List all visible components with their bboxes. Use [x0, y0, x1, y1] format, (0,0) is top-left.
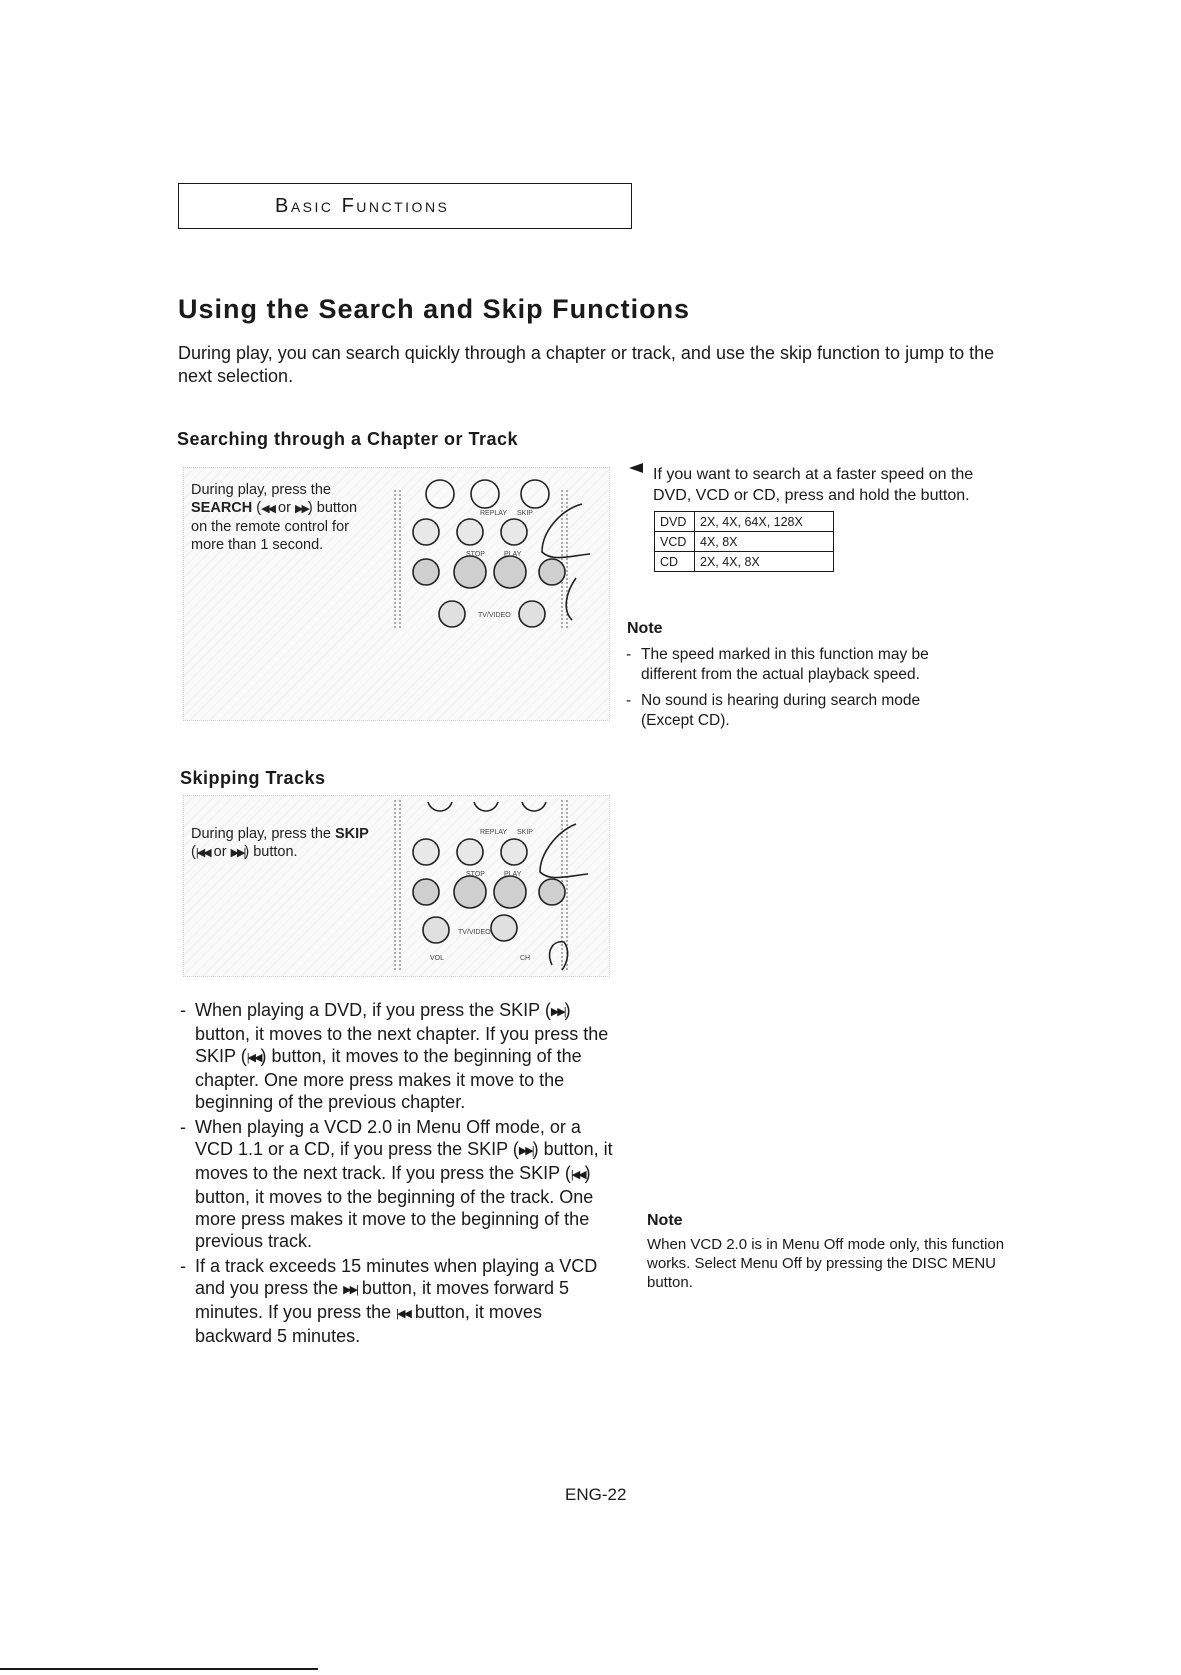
tvvideo-label: TV/VIDEO	[478, 612, 511, 619]
skip-note-title: Note	[647, 1212, 683, 1229]
skip-label: SKIP	[517, 510, 533, 517]
search-back-icon: ◀◀	[261, 503, 275, 515]
remote-control-search-image	[392, 470, 607, 715]
skip-back-icon: |◀◀	[195, 847, 210, 859]
table-row: DVD 2X, 4X, 64X, 128X	[655, 512, 834, 532]
stop-label: STOP	[466, 551, 485, 558]
skip-instruction: During play, press the SKIP (|◀◀ or ▶▶|) button.	[191, 826, 369, 860]
skip-forward-icon: ▶▶|	[550, 1006, 565, 1018]
skip-back-icon: |◀◀	[396, 1308, 410, 1320]
page-title: Using the Search and Skip Functions	[178, 294, 691, 324]
replay-label: REPLAY	[480, 510, 508, 517]
ch-label: CH	[520, 955, 531, 962]
table-row: VCD 4X, 8X	[655, 532, 834, 552]
skipping-heading: Skipping Tracks	[180, 768, 326, 788]
play-label: PLAY	[504, 551, 522, 558]
search-instruction: During play, press the SEARCH (◀◀ or ▶▶) button on the remote control for more than 1 second.	[191, 482, 358, 553]
remote-control-skip-image	[392, 800, 607, 975]
list-item: - No sound is hearing during search mode (Except CD).	[626, 691, 956, 731]
search-forward-icon: ▶▶	[294, 503, 308, 515]
vol-label: VOL	[430, 955, 445, 962]
list-item: - When playing a DVD, if you press the SKIP (▶▶|) button, it moves to the next chapter. If you press the SKIP (|◀◀) button, it moves to the beginning of the chapter. One more press makes it move to the beginning of the previous chapter.	[180, 999, 620, 1113]
pointer-arrow-icon	[629, 463, 643, 473]
table-row: CD 2X, 4X, 8X	[655, 552, 834, 572]
search-note-list	[626, 645, 956, 737]
section-header-box	[178, 183, 632, 229]
section-label: Basic Functions	[275, 194, 450, 217]
list-item: - If a track exceeds 15 minutes when playing a VCD and you press the ▶▶| button, it moves forward 5 minutes. If you press the |◀◀ button, it moves backward 5 minutes.	[180, 1255, 620, 1347]
skip-instructions-list	[180, 999, 620, 1350]
stop-label: STOP	[466, 871, 485, 878]
replay-label: REPLAY	[480, 829, 508, 836]
speed-table	[654, 511, 834, 572]
bottom-rule	[0, 1668, 318, 1670]
skip-back-icon: |◀◀	[570, 1169, 585, 1181]
play-label: PLAY	[504, 871, 522, 878]
list-item: - When playing a VCD 2.0 in Menu Off mode, or a VCD 1.1 or a CD, if you press the SKIP (▶▶|) button, it moves to the next track. If you press the SKIP (|◀◀) button, it moves to the beginning of the track. One more press makes it move to the beginning of the previous track.	[180, 1116, 620, 1252]
skip-forward-icon: ▶▶|	[343, 1284, 357, 1296]
skip-note-text: When VCD 2.0 is in Menu Off mode only, this function works. Select Menu Off by pressing the DISC MENU button.	[647, 1236, 1005, 1291]
intro-paragraph: During play, you can search quickly through a chapter or track, and use the skip function to jump to the next selection.	[178, 343, 995, 386]
searching-heading: Searching through a Chapter or Track	[177, 429, 519, 449]
search-note-title: Note	[627, 620, 663, 637]
skip-forward-icon: ▶▶|	[518, 1145, 533, 1157]
skip-back-icon: |◀◀	[246, 1052, 261, 1064]
skip-forward-icon: ▶▶|	[230, 847, 245, 859]
tvvideo-label: TV/VIDEO	[458, 929, 491, 936]
skip-label: SKIP	[517, 829, 533, 836]
search-speed-tip: If you want to search at a faster speed on the DVD, VCD or CD, press and hold the button.	[653, 466, 974, 504]
page-number: ENG-22	[565, 1485, 627, 1504]
list-item: - The speed marked in this function may be different from the actual playback speed.	[626, 645, 956, 685]
